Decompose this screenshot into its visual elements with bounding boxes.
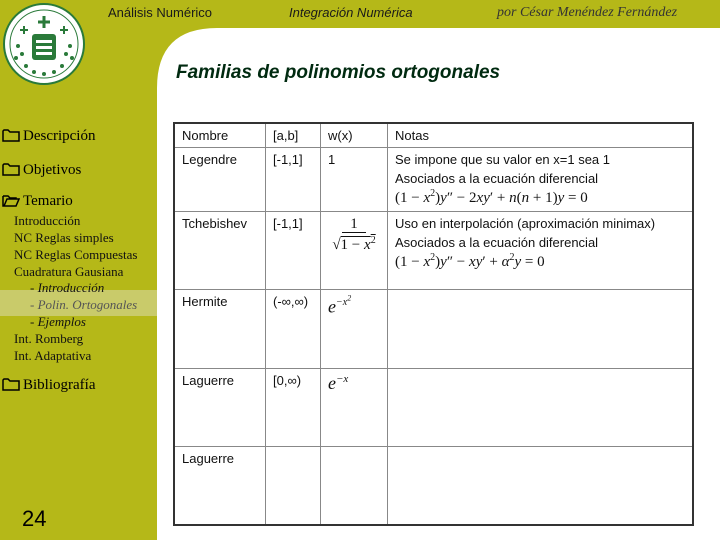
nav-label-objetivos: Objetivos — [23, 162, 82, 178]
note-line: Asociados a la ecuación diferencial — [395, 235, 599, 250]
folder-icon — [2, 162, 20, 176]
slide-title: Familias de polinomios ortogonales — [176, 62, 501, 83]
notes-cell — [388, 447, 694, 525]
nav-label-bibliografia: Bibliografía — [23, 377, 96, 393]
table-row — [174, 290, 693, 369]
weight-formula: $e^{-x^2}$ — [328, 294, 352, 317]
interval-cell: [0,∞) — [266, 369, 321, 447]
differential-equation: $(1 - x^2)y'' - 2xy' + n(n + 1)y = 0$ — [395, 188, 588, 206]
page-number: 24 — [22, 506, 47, 531]
nav-item-descripcion[interactable] — [2, 128, 95, 145]
weight-cell — [321, 212, 388, 290]
weight-formula: $e^{-x}$ — [328, 373, 349, 393]
name-cell: Hermite — [174, 290, 266, 369]
temario-subitem[interactable]: - Introducción — [30, 280, 105, 295]
nav-label-temario: Temario — [23, 193, 73, 209]
nav-item-objetivos[interactable] — [2, 162, 81, 179]
temario-item[interactable]: NC Reglas simples — [14, 230, 114, 245]
table-header-row — [174, 123, 693, 148]
table-row — [174, 148, 693, 212]
name-cell: Laguerre — [174, 369, 266, 447]
name-cell: Laguerre — [174, 447, 266, 525]
nav-item-bibliografia[interactable] — [2, 377, 95, 394]
nav-label-descripcion: Descripción — [23, 128, 96, 144]
notes-cell — [388, 148, 694, 212]
weight-cell — [321, 290, 388, 369]
weight-cell: 1 — [321, 148, 388, 212]
notes-cell — [388, 212, 694, 290]
topic-title: Integración Numérica — [289, 5, 413, 20]
interval-cell: (-∞,∞) — [266, 290, 321, 369]
orthogonal-polynomials-table — [173, 122, 694, 526]
weight-cell — [321, 447, 388, 525]
note-line: Uso en interpolación (aproximación minimax) — [395, 216, 656, 231]
table-row — [174, 212, 693, 290]
temario-subitem[interactable]: - Ejemplos — [30, 314, 86, 329]
note-line: Asociados a la ecuación diferencial — [395, 171, 599, 186]
temario-item[interactable]: NC Reglas Compuestas — [14, 247, 138, 262]
notes-cell — [388, 290, 694, 369]
weight-cell — [321, 369, 388, 447]
interval-cell: [-1,1] — [266, 148, 321, 212]
name-cell: Legendre — [174, 148, 266, 212]
table-row — [174, 447, 693, 525]
differential-equation: $(1 - x^2)y'' - xy' + \alpha^2y = 0$ — [395, 252, 545, 270]
author-credit: por César Menéndez Fernández — [497, 5, 678, 20]
table-row — [174, 369, 693, 447]
folder-icon — [2, 377, 20, 391]
temario-item[interactable]: Int. Romberg — [14, 331, 84, 346]
course-title: Análisis Numérico — [108, 5, 213, 20]
interval-cell — [266, 447, 321, 525]
header-cell: Notas — [388, 123, 694, 148]
header-cell: Nombre — [174, 123, 266, 148]
interval-cell: [-1,1] — [266, 212, 321, 290]
temario-subitem-active[interactable]: - Polin. Ortogonales — [30, 297, 138, 312]
weight-formula: 1 $√1 - x^2$ — [332, 216, 376, 253]
temario-item[interactable]: Introducción — [14, 213, 81, 228]
header-cell: w(x) — [321, 123, 388, 148]
open-folder-icon — [2, 193, 20, 207]
nav-item-temario[interactable] — [2, 193, 73, 210]
name-cell: Tchebishev — [174, 212, 266, 290]
temario-item[interactable]: Cuadratura Gausiana — [14, 264, 124, 279]
university-logo-icon — [2, 2, 86, 86]
header-cell: [a,b] — [266, 123, 321, 148]
temario-item[interactable]: Int. Adaptativa — [14, 348, 92, 363]
note-line: Se impone que su valor en x=1 sea 1 — [395, 152, 611, 167]
folder-icon — [2, 128, 20, 142]
notes-cell — [388, 369, 694, 447]
